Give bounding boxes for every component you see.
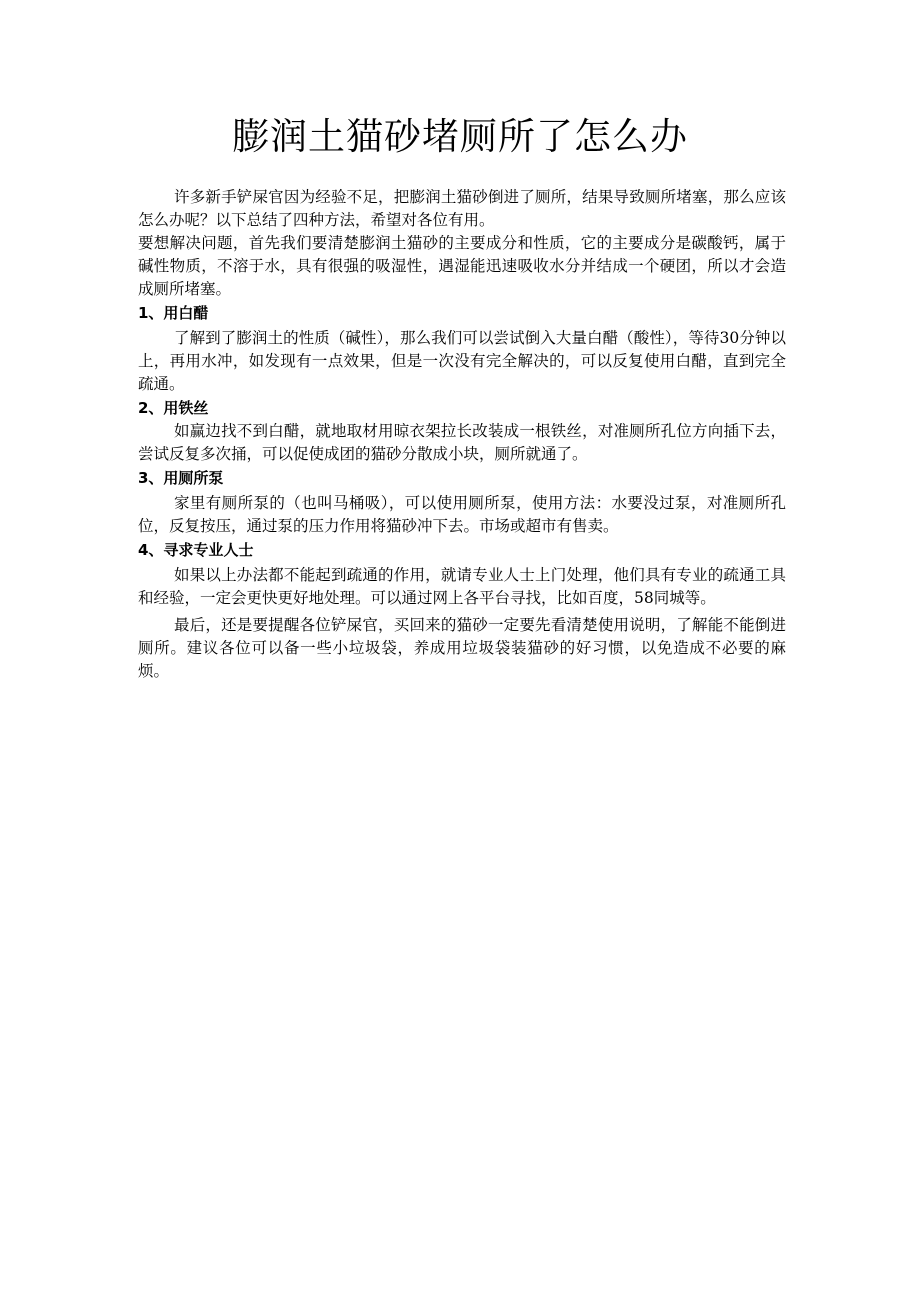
- section-body: 如赢边找不到白醋，就地取材用晾衣架拉长改装成一根铁丝，对准厕所孔位方向插下去，尝试反复多次捅，可以促使成团的猫砂分散成小块，厕所就通了。: [138, 422, 786, 463]
- section-heading: 1、用白醋: [138, 304, 209, 322]
- closing-paragraph: 最后，还是要提醒各位铲屎官，买回来的猫砂一定要先看清楚使用说明，了解能不能倒进厕所。建议各位可以备一些小垃圾袋，养成用垃圾袋装猫砂的好习惯，以免造成不必要的麻烦。: [138, 616, 786, 680]
- intro-paragraph: 许多新手铲屎官因为经验不足，把膨润土猫砂倒进了厕所，结果导致厕所堵塞，那么应该怎么办呢？以下总结了四种方法，希望对各位有用。: [138, 188, 786, 229]
- intro-paragraph: 要想解决问题，首先我们要清楚膨润土猫砂的主要成分和性质，它的主要成分是碳酸钙，属于碱性物质，不溶于水，具有很强的吸湿性，遇湿能迅速吸收水分并结成一个硬团，所以才会造成厕所堵塞。: [138, 234, 786, 298]
- section-heading: 4、寻求专业人士: [138, 541, 254, 559]
- section-body: 家里有厕所泵的（也叫马桶吸），可以使用厕所泵，使用方法：水要没过泵，对准厕所孔位，反复按压，通过泵的压力作用将猫砂冲下去。市场或超市有售卖。: [138, 494, 786, 535]
- document-body: [138, 186, 786, 683]
- section-heading: 2、用铁丝: [138, 399, 209, 417]
- section-heading: 3、用厕所泵: [138, 469, 224, 487]
- document-title: 膨润土猫砂堵厕所了怎么办: [232, 115, 688, 158]
- section-body: 了解到了膨润土的性质（碱性），那么我们可以尝试倒入大量白醋（酸性），等待30分钟以上，再用水冲，如发现有一点效果，但是一次没有完全解决的，可以反复使用白醋，直到完全疏通。: [138, 329, 786, 393]
- section-body: 如果以上办法都不能起到疏通的作用，就请专业人士上门处理，他们具有专业的疏通工具和经验，一定会更快更好地处理。可以通过网上各平台寻找，比如百度，58同城等。: [138, 566, 786, 607]
